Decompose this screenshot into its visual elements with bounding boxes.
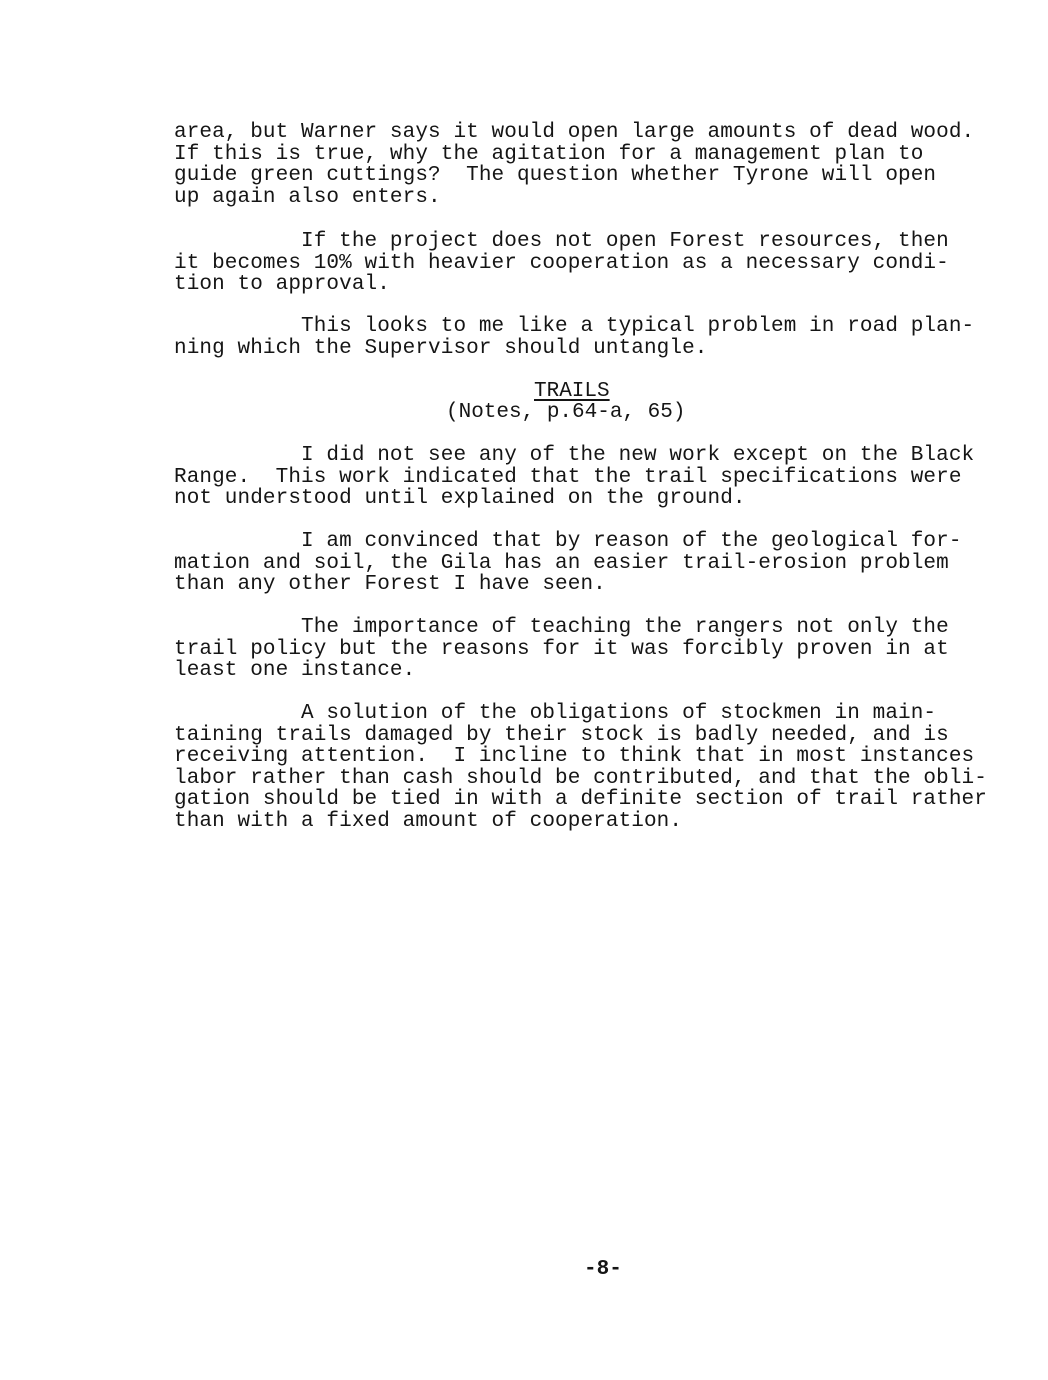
section-title: TRAILS <box>534 380 610 403</box>
paragraph-road-planning: This looks to me like a typical problem in road plan- ning which the Supervisor should untangle. <box>174 315 975 360</box>
paragraph-forest-resources: If the project does not open Forest resources, then it becomes 10% with heavier cooperation as a necessary condi- tion to approval. <box>174 230 949 297</box>
paragraph-geological-formation: I am convinced that by reason of the geological for- mation and soil, the Gila has an easier trail-erosion problem than any other Forest I have seen. <box>174 530 962 597</box>
paragraph-stockmen-obligations: A solution of the obligations of stockmen in main- taining trails damaged by their stock is badly needed, and is receiving attention. I incline to think that in most instances labor rather than cash should be contributed, and that the obli- gation should be tied in with a definite section of trail rather than with a fixed amount of cooperation. <box>174 702 987 833</box>
paragraph-black-range: I did not see any of the new work except on the Black Range. This work indicated that the trail specifications were not understood until explained on the ground. <box>174 444 975 511</box>
paragraph-dead-wood: area, but Warner says it would open large amounts of dead wood. If this is true, why the agitation for a management plan to guide green cuttings? The question whether Tyrone will open up again also enters. <box>174 121 975 209</box>
section-subtitle: (Notes, p.64-a, 65) <box>446 401 686 424</box>
page-number: -8- <box>584 1258 622 1281</box>
paragraph-teaching-rangers: The importance of teaching the rangers not only the trail policy but the reasons for it was forcibly proven in at least one instance. <box>174 616 949 683</box>
